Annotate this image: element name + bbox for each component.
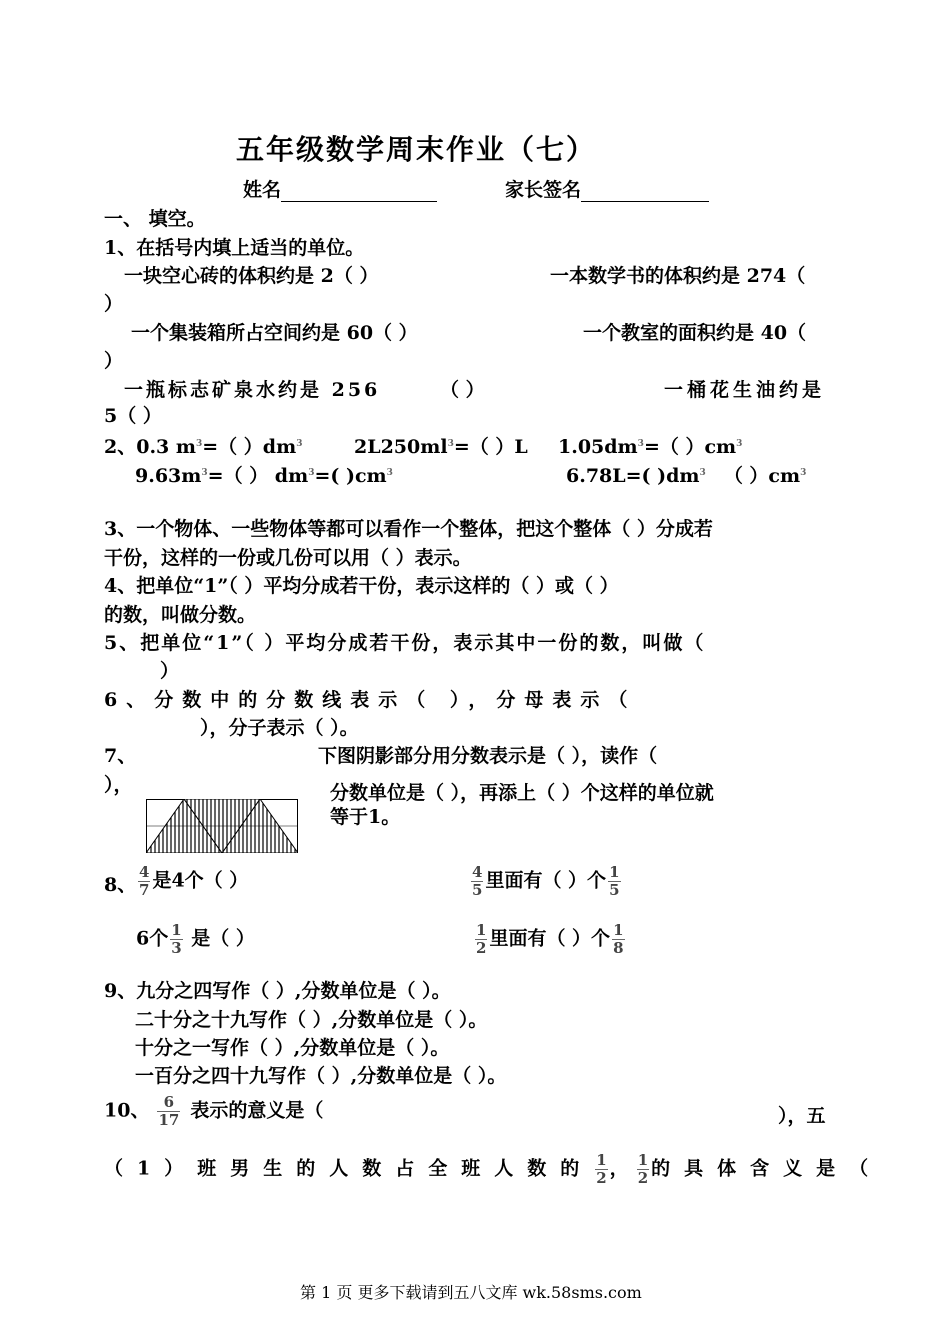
q4-line1: 4、把单位“1”（ ）平均分成若干份，表示这样的（ ）或（ ） xyxy=(104,575,619,597)
q1-line2-a: 一个集装箱所占空间约是 60（ ） xyxy=(131,322,418,344)
q4-line2: 的数，叫做分数。 xyxy=(104,604,257,626)
parent-line xyxy=(581,181,709,202)
name-label: 姓名 xyxy=(243,179,282,201)
q2-b-text: 2L250ml xyxy=(354,436,448,458)
exp: 3 xyxy=(308,468,315,478)
q10-line1-end: ），五 xyxy=(778,1105,826,1127)
q2-e-text2: （ ）cm xyxy=(723,465,801,487)
q1-line1-a: 一块空心砖的体积约是 2（ ） xyxy=(124,265,379,287)
q8-item-4 xyxy=(473,922,627,957)
q5-line1: 5、把单位“1”（ ）平均分成若干份，表示其中一份的数，叫做（ xyxy=(104,632,706,654)
q6-line2: ），分子表示（ ）。 xyxy=(200,717,359,739)
q1-heading: 1、在括号内填上适当的单位。 xyxy=(104,237,365,259)
q10-line2-text2: 的具体含义是（ xyxy=(651,1157,883,1180)
q9-line1: 9、九分之四写作（ ）,分数单位是（ ）。 xyxy=(104,980,451,1002)
q8-item-3-text: 6个 xyxy=(136,927,169,950)
q1-line3-a: 一瓶标志矿泉水约是 256 xyxy=(124,379,381,401)
q2-item-b xyxy=(354,432,528,459)
exp: 3 xyxy=(637,439,644,449)
q8-item-2-text: 里面有（ ）个 xyxy=(485,869,607,892)
q2-d-text: 9.63m xyxy=(135,465,202,487)
q7-line4: 等于1。 xyxy=(330,806,401,828)
q2-c-text2: =（ ）cm xyxy=(643,436,737,458)
q8-label: 8、 xyxy=(104,874,137,896)
q2-b-text2: =（ ）L xyxy=(453,436,528,458)
exp: 3 xyxy=(386,468,393,478)
page-title: 五年级数学周末作业（七） xyxy=(236,133,597,166)
section-heading: 一、 填空。 xyxy=(104,208,206,230)
fraction: $\frac{1}{3}$ xyxy=(171,921,182,957)
q10-comma: ， xyxy=(609,1157,629,1180)
parent-label: 家长签名 xyxy=(505,179,582,201)
exp: 3 xyxy=(800,468,807,478)
q2-a-text: 2、0.3 m xyxy=(104,436,196,458)
q2-item-d xyxy=(135,461,393,488)
q2-item-e xyxy=(566,461,806,488)
shaded-rectangle-figure xyxy=(146,799,298,853)
q8-item-3 xyxy=(136,922,255,957)
q8-item-3-text2: 是（ ） xyxy=(184,927,255,950)
q10-line1 xyxy=(104,1094,323,1129)
q1-line2-b: 一个教室的面积约是 40（ xyxy=(583,322,807,344)
exp: 3 xyxy=(447,439,454,449)
q1-line3-c: 一桶花生油约是 xyxy=(664,379,826,401)
q7-label: 7、 xyxy=(104,745,137,767)
q2-d-text3: =( )cm xyxy=(314,465,387,487)
fraction: $\frac{1}{2}$ xyxy=(596,1151,607,1187)
fraction: $\frac{4}{7}$ xyxy=(139,863,150,899)
q8-item-4-text: 里面有（ ）个 xyxy=(489,927,611,950)
q7-line3: 分数单位是（ ），再添上（ ）个这样的单位就 xyxy=(330,782,714,804)
q10-text: 表示的意义是（ xyxy=(190,1099,324,1122)
q2-e-text: 6.78L=( )dm xyxy=(566,465,700,487)
q9-line3: 十分之一写作（ ）,分数单位是（ ）。 xyxy=(135,1037,450,1059)
exp: 3 xyxy=(699,468,706,478)
q3-line1: 3、一个物体、一些物体等都可以看作一个整体，把这个整体（ ）分成若 xyxy=(104,518,713,540)
q1-line2-c: ） xyxy=(104,350,124,372)
q1-line1-c: ） xyxy=(104,293,124,315)
q7-line1: 下图阴影部分用分数表示是（ ），读作（ xyxy=(318,745,658,767)
page-footer: 第 1 页 更多下载请到五八文库 wk.58sms.com xyxy=(300,1283,642,1302)
exp: 3 xyxy=(201,468,208,478)
q9-line4: 一百分之四十九写作（ ）,分数单位是（ ）。 xyxy=(135,1065,507,1087)
fraction: $\frac{1}{2}$ xyxy=(637,1151,649,1187)
fraction: $\frac{1}{2}$ xyxy=(476,921,487,957)
name-field xyxy=(243,178,437,202)
parent-signature-field xyxy=(505,178,709,202)
q6-line1: 6、分数中的分数线表示（ ），分母表示（ xyxy=(104,689,637,711)
q1-line3-b: （ ） xyxy=(440,379,485,401)
name-line xyxy=(281,181,437,202)
q1-line1-b: 一本数学书的体积约是 274（ xyxy=(550,265,806,287)
fraction: $\frac{1}{5}$ xyxy=(609,863,620,899)
q8-item-1 xyxy=(136,864,248,899)
fraction: $\frac{1}{8}$ xyxy=(613,921,624,957)
q8-item-2 xyxy=(469,864,623,899)
q10-line2-text: （1）班男生的人数占全班人数的 xyxy=(104,1157,594,1180)
q1-line3-d: 5（ ） xyxy=(104,405,162,427)
q9-line2: 二十分之十九写作（ ）,分数单位是（ ）。 xyxy=(135,1009,488,1031)
q10-line2 xyxy=(104,1152,882,1187)
exp: 3 xyxy=(296,439,303,449)
q2-a-text2: =（ ）dm xyxy=(202,436,297,458)
q10-label: 10、 xyxy=(104,1099,150,1122)
q3-line2: 干份，这样的一份或几份可以用（ ）表示。 xyxy=(104,547,472,569)
q2-item-a xyxy=(104,432,302,459)
q2-d-text2: =（ ） dm xyxy=(207,465,309,487)
q2-item-c xyxy=(558,432,742,459)
q8-item-1-text: 是4个（ ） xyxy=(152,869,249,892)
q5-line2: ） xyxy=(160,660,180,682)
q2-c-text: 1.05dm xyxy=(558,436,638,458)
exp: 3 xyxy=(196,439,203,449)
fraction: $\frac{4}{5}$ xyxy=(472,863,483,899)
fraction: $\frac{6}{17}$ xyxy=(158,1093,180,1129)
q7-line2: ）， xyxy=(104,774,133,796)
exp: 3 xyxy=(736,439,743,449)
